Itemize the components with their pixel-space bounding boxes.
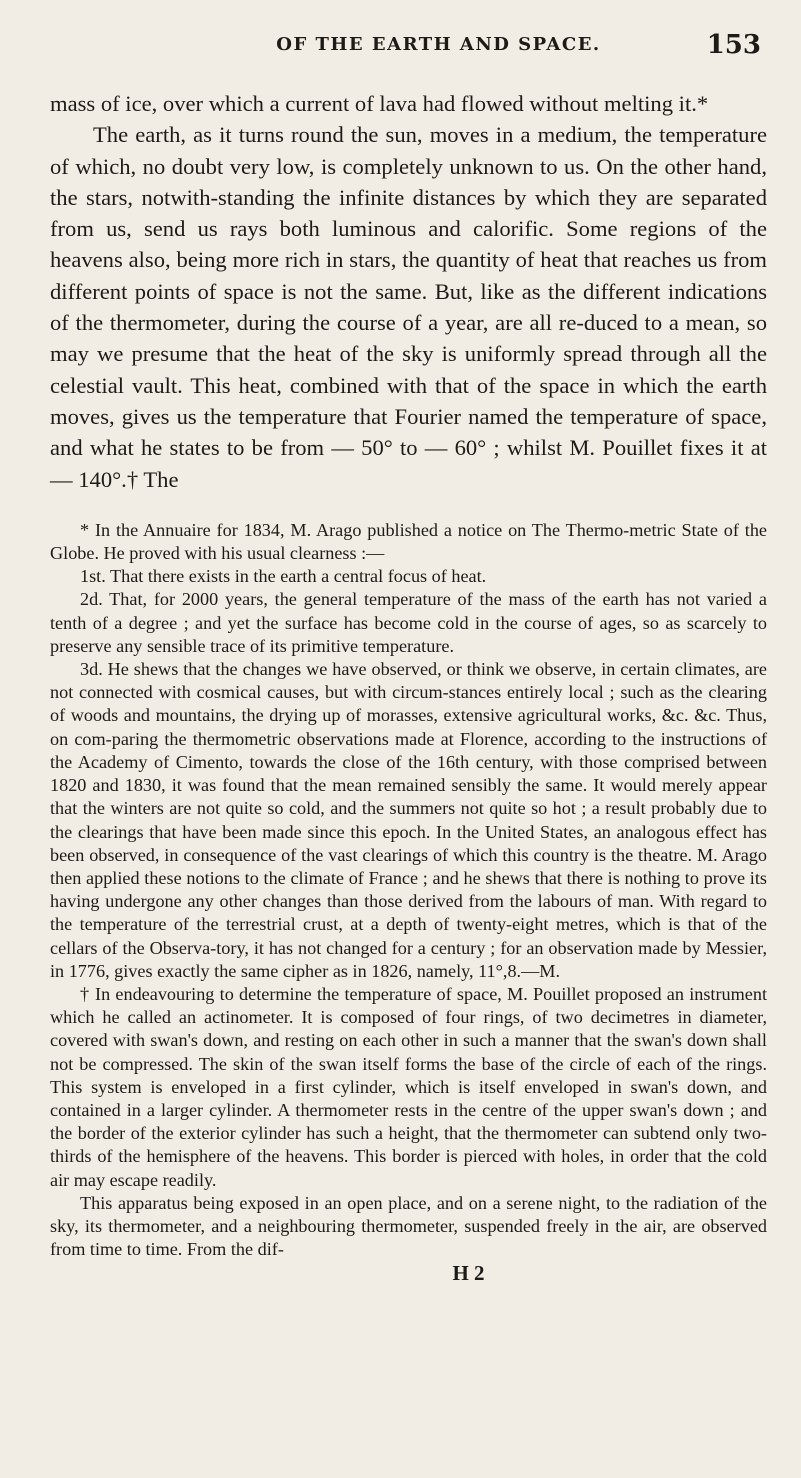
footnote-paragraph: † In endeavouring to determine the temperature of space, M. Pouillet proposed an instrument which he called an actinometer. It is composed of four rings, of two decimetres in diameter, covered with swan's down, and resting on each other in such a manner that the swan's down shall not be compressed. The skin of the swan itself forms the base of the circle of each of the rings. This system is enveloped in a first cylinder, which is itself enveloped in swan's down, and contained in a larger cylinder. A thermometer rests in the centre of the upper swan's down ; and the border of the exterior cylinder has such a height, that the thermometer can subtend only two-thirds of the hemisphere of the heavens. This border is pierced with holes, in order that the cold air may escape readily. [50, 983, 767, 1190]
running-title: OF THE EARTH AND SPACE. [276, 34, 601, 55]
footnote-paragraph: 3d. He shews that the changes we have observed, or think we observe, in certain climates, are not connected with cosmical causes, but with circum-stances entirely local ; such as the clearing of woods and mountains, the drying up of morasses, extensive agricultural works, &c. &c. Thus, on com-paring the thermometric observations made at Florence, according to the instructions of the Academy of Cimento, towards the close of the 16th century, with those comprised between 1820 and 1830, it was found that the mean remained sensibly the same. It would merely appear that the winters are not quite so cold, and the summers not quite so hot ; a result probably due to the clearings that have been made since this epoch. In the United States, an analogous effect has been observed, in consequence of the vast clearings of which this country is the theatre. M. Arago then applied these notions to the climate of France ; and he shews that there is nothing to prove its having undergone any other changes than those derived from the labours of man. With regard to the temperature of the terrestrial crust, at a depth of twenty-eight metres, which is that of the cellars of the Observa-tory, it has not changed for a century ; for an observation made by Messier, in 1776, gives exactly the same cipher as in 1826, namely, 11°,8.—M. [50, 659, 767, 981]
footnote-paragraph: 2d. That, for 2000 years, the general temperature of the mass of the earth has not varied a tenth of a degree ; and yet the surface has become cold in the course of ages, so as scarcely to preserve any sensible trace of its primitive temperature. [50, 589, 767, 656]
footnote-paragraph: * In the Annuaire for 1834, M. Arago published a notice on The Thermo-metric State of the Globe. He proved with his usual clearness :— [50, 519, 767, 564]
main-text [50, 88, 767, 495]
footnote-paragraph: 1st. That there exists in the earth a central focus of heat. [80, 566, 487, 587]
footnote-paragraph: This apparatus being exposed in an open place, and on a serene night, to the radiation of the sky, its thermometer, and a neighbouring thermometer, suspended freely in the air, are observed from time to time. From the dif- [50, 1192, 767, 1260]
paragraph: The earth, as it turns round the sun, moves in a medium, the temperature of which, no doubt very low, is completely unknown to us. On the other hand, the stars, notwith-standing the infinite distances by which they are separated from us, send us rays both luminous and calorific. Some regions of the heavens also, being more rich in stars, the quantity of heat that reaches us from different points of space is not the same. But, like as the different indications of the thermometer, during the course of a year, are all re-duced to a mean, so may we presume that the heat of the sky is uniformly spread through all the celestial vault. This heat, combined with that of the space in which the earth moves, gives us the temperature that Fourier named the temperature of space, and what he states to be from — 50° to — 60° ; whilst M. Pouillet fixes it at — 140°.† The [50, 122, 767, 492]
page-number: 153 [706, 30, 761, 60]
footnotes [50, 519, 767, 1262]
signature-mark: H 2 [452, 1261, 485, 1286]
paragraph: mass of ice, over which a current of lava had flowed without melting it.* [50, 91, 709, 116]
running-head [50, 30, 767, 68]
